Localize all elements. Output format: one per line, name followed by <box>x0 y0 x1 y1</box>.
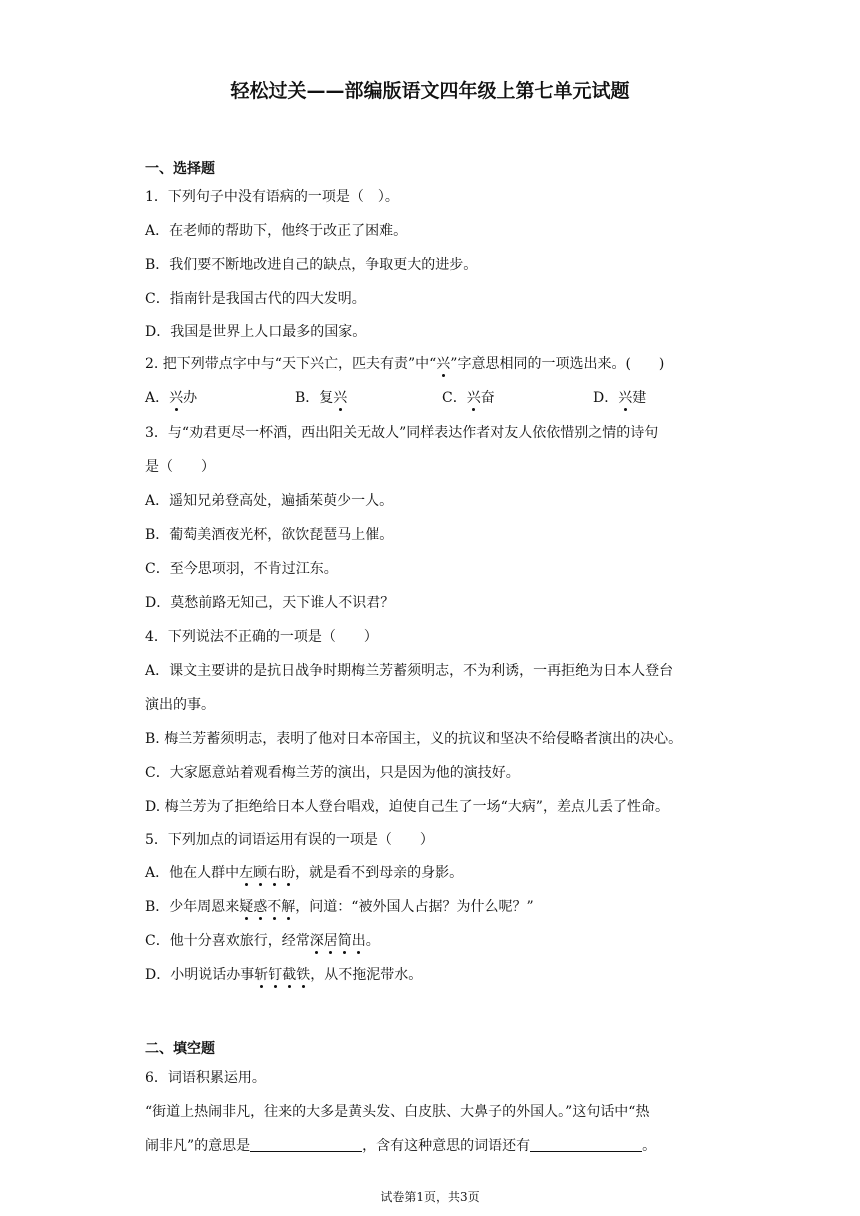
question-3-option-d: D．莫愁前路无知己，天下谁人不识君？ <box>145 595 395 611</box>
question-3-option-b: B．葡萄美酒夜光杯，欲饮琵琶马上催。 <box>145 527 394 543</box>
page-title: 轻松过关——部编版语文四年级上第七单元试题 <box>230 80 630 102</box>
emphasis-char: 铁 <box>296 964 310 984</box>
emphasis-char: 兴 <box>467 387 481 407</box>
question-2-option-b: B．复兴 <box>295 387 347 407</box>
question-1-option-b: B．我们要不断地改进自己的缺点，争取更大的进步。 <box>145 257 478 273</box>
emphasis-char: 出 <box>352 930 366 950</box>
question-1-option-c: C．指南针是我国古代的四大发明。 <box>145 291 366 307</box>
emphasis-char: 兴 <box>436 353 450 373</box>
emphasis-char: 疑 <box>239 896 253 916</box>
question-6-stem: 6．词语积累运用。 <box>145 1070 266 1086</box>
answer-blank-2[interactable] <box>530 1137 642 1152</box>
emphasis-char: 截 <box>282 964 296 984</box>
question-4-option-a: A．课文主要讲的是抗日战争时期梅兰芳蓄须明志，不为利诱，一再拒绝为日本人登台 <box>145 663 674 679</box>
page-footer: 试卷第1页，共3页 <box>380 1190 480 1204</box>
question-2-option-a: A．兴办 <box>145 387 197 407</box>
question-4-option-c: C．大家愿意站着观看梅兰芳的演出，只是因为他的演技好。 <box>145 765 520 781</box>
question-2-option-d: D．兴建 <box>593 387 646 407</box>
question-3-option-c: C．至今思项羽，不肯过江东。 <box>145 561 338 577</box>
emphasis-char: 兴 <box>618 387 632 407</box>
emphasis-char: 盼 <box>281 862 295 882</box>
emphasis-char: 深 <box>310 930 324 950</box>
emphasis-char: 解 <box>281 896 295 916</box>
question-5-option-d: D．小明说话办事斩钉截铁，从不拖泥带水。 <box>145 964 422 984</box>
question-4-option-a-cont: 演出的事。 <box>145 697 215 713</box>
emphasis-char: 顾 <box>253 862 267 882</box>
question-5-option-b: B．少年周恩来疑惑不解，问道：“被外国人占据？为什么呢？” <box>145 896 534 916</box>
question-5-option-c: C．他十分喜欢旅行，经常深居简出。 <box>145 930 380 950</box>
emphasis-char: 不 <box>267 896 281 916</box>
emphasis-char: 居 <box>324 930 338 950</box>
emphasis-char: 钉 <box>268 964 282 984</box>
question-1-option-a: A．在老师的帮助下，他终于改正了困难。 <box>145 223 408 239</box>
emphasis-char: 左 <box>239 862 253 882</box>
question-5-option-a: A．他在人群中左顾右盼，就是看不到母亲的身影。 <box>145 862 463 882</box>
emphasis-char: 兴 <box>169 387 183 407</box>
question-4-option-d: D. 梅兰芳为了拒绝给日本人登台唱戏，迫使自己生了一场“大病”，差点儿丢了性命。 <box>145 799 669 815</box>
emphasis-char: 简 <box>338 930 352 950</box>
question-6-sentence: “街道上热闹非凡，往来的大多是黄头发、白皮肤、大鼻子的外国人。”这句话中“热 <box>145 1104 650 1120</box>
question-5-stem: 5．下列加点的词语运用有误的一项是（ ） <box>145 832 434 848</box>
question-1-option-d: D．我国是世界上人口最多的国家。 <box>145 324 367 340</box>
emphasis-char: 右 <box>267 862 281 882</box>
question-6-blanks-line: 闹非凡”的意思是 ，含有这种意思的词语还有 。 <box>145 1138 657 1154</box>
question-2-stem <box>145 353 664 373</box>
answer-blank-1[interactable] <box>250 1137 362 1152</box>
emphasis-char: 兴 <box>333 387 347 407</box>
question-3-option-a: A．遥知兄弟登高处，遍插茱萸少一人。 <box>145 493 394 509</box>
stem-text: ”字意思相同的一项选出来。( ) <box>450 356 665 372</box>
emphasis-char: 惑 <box>253 896 267 916</box>
question-4-option-b: B. 梅兰芳蓄须明志，表明了他对日本帝国主，义的抗议和坚决不给侵略者演出的决心。 <box>145 731 683 747</box>
question-3-stem: 3．与“劝君更尽一杯酒，西出阳关无故人”同样表达作者对友人依依惜别之情的诗句 <box>145 425 659 441</box>
question-1-stem: 1．下列句子中没有语病的一项是（ ）。 <box>145 189 399 205</box>
question-4-stem: 4．下列说法不正确的一项是（ ） <box>145 629 378 645</box>
emphasis-char: 斩 <box>254 964 268 984</box>
stem-text: 2. 把下列带点字中与“天下兴亡，匹夫有责”中“ <box>145 356 437 372</box>
question-2-option-c: C．兴奋 <box>442 387 495 407</box>
question-3-stem-cont: 是（ ） <box>145 459 215 475</box>
section-heading-choice: 一、选择题 <box>145 161 215 177</box>
section-heading-fill: 二、填空题 <box>145 1041 215 1057</box>
